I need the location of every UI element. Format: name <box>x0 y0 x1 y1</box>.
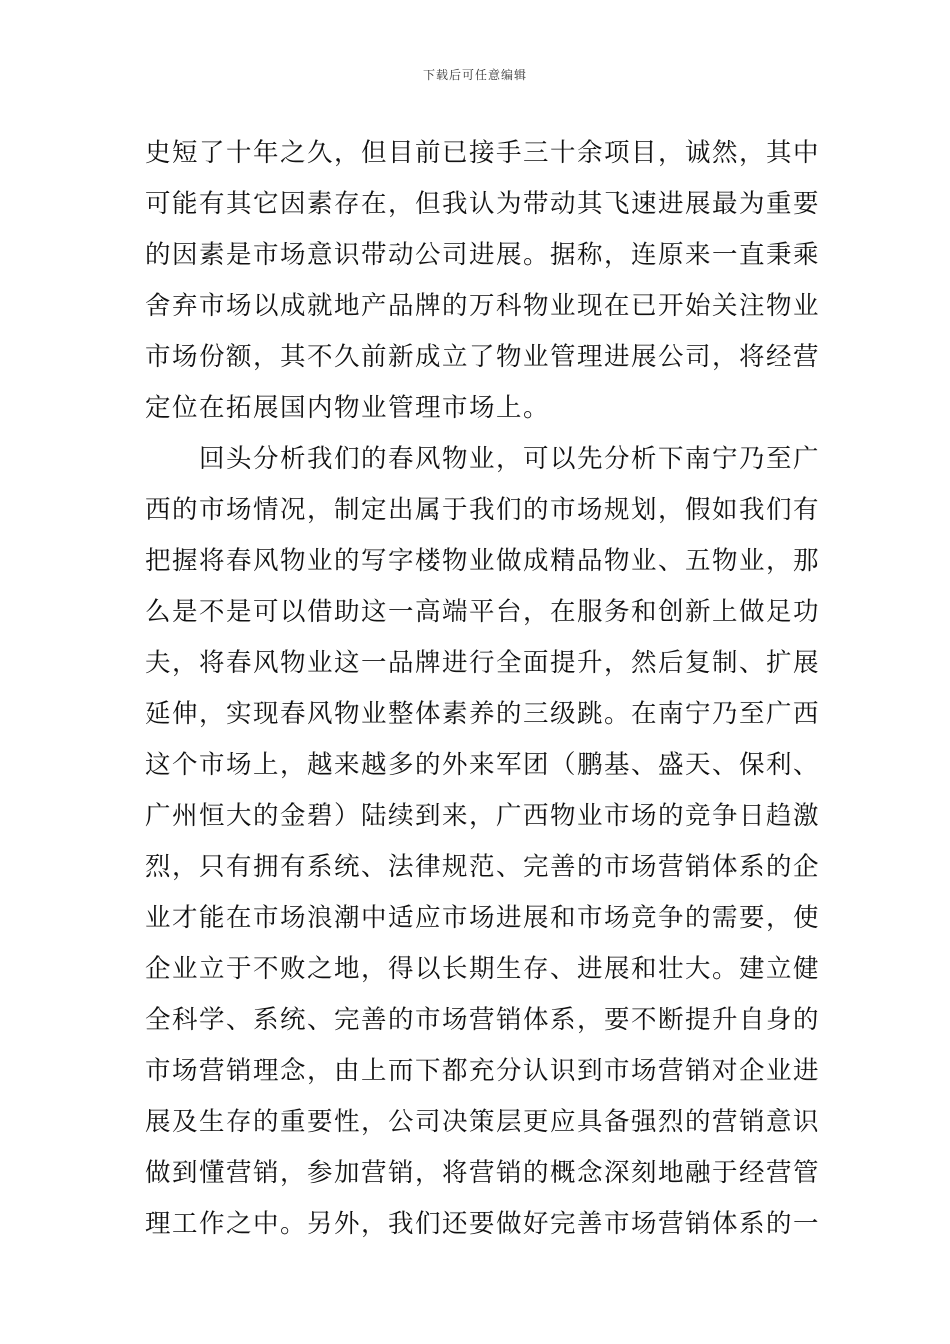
text-line: 史短了十年之久，但目前已接手三十余项目，诚然，其中 <box>145 138 821 168</box>
text-line: 企业立于不败之地，得以长期生存、进展和壮大。建立健 <box>145 954 821 984</box>
text-line: 可能有其它因素存在，但我认为带动其飞速进展最为重要 <box>145 189 821 219</box>
text-line: 理工作之中。另外，我们还要做好完善市场营销体系的一 <box>145 1209 821 1239</box>
text-line: 西的市场情况，制定出属于我们的市场规划，假如我们有 <box>145 495 821 525</box>
paragraph-1 <box>145 128 821 434</box>
text-line: 这个市场上，越来越多的外来军团（鹏基、盛天、保利、 <box>145 750 821 780</box>
text-line: 全科学、系统、完善的市场营销体系，要不断提升自身的 <box>145 1005 821 1035</box>
text-line: 市场份额，其不久前新成立了物业管理进展公司，将经营 <box>145 342 821 372</box>
text-line: 业才能在市场浪潮中适应市场进展和市场竞争的需要，使 <box>145 903 821 933</box>
page-header: 下载后可任意编辑 <box>422 68 527 82</box>
body-text <box>145 128 821 1250</box>
paragraph-2 <box>145 434 821 1250</box>
text-line: 的因素是市场意识带动公司进展。据称，连原来一直秉乘 <box>145 240 821 270</box>
text-line: 舍弃市场以成就地产品牌的万科物业现在已开始关注物业 <box>145 291 821 321</box>
text-line: 延伸，实现春风物业整体素养的三级跳。在南宁乃至广西 <box>145 699 821 729</box>
text-line: 么是不是可以借助这一高端平台，在服务和创新上做足功 <box>145 597 821 627</box>
text-line: 烈，只有拥有系统、法律规范、完善的市场营销体系的企 <box>145 852 821 882</box>
text-line: 展及生存的重要性，公司决策层更应具备强烈的营销意识 <box>145 1107 821 1137</box>
text-line: 广州恒大的金碧）陆续到来，广西物业市场的竞争日趋激 <box>145 801 821 831</box>
text-line: 市场营销理念，由上而下都充分认识到市场营销对企业进 <box>145 1056 821 1086</box>
text-line: 做到懂营销，参加营销，将营销的概念深刻地融于经营管 <box>145 1158 821 1188</box>
text-line: 回头分析我们的春风物业，可以先分析下南宁乃至广 <box>145 444 821 474</box>
text-line: 夫，将春风物业这一品牌进行全面提升，然后复制、扩展 <box>145 648 821 678</box>
text-line: 定位在拓展国内物业管理市场上。 <box>145 393 551 423</box>
text-line: 把握将春风物业的写字楼物业做成精品物业、五物业，那 <box>145 546 821 576</box>
